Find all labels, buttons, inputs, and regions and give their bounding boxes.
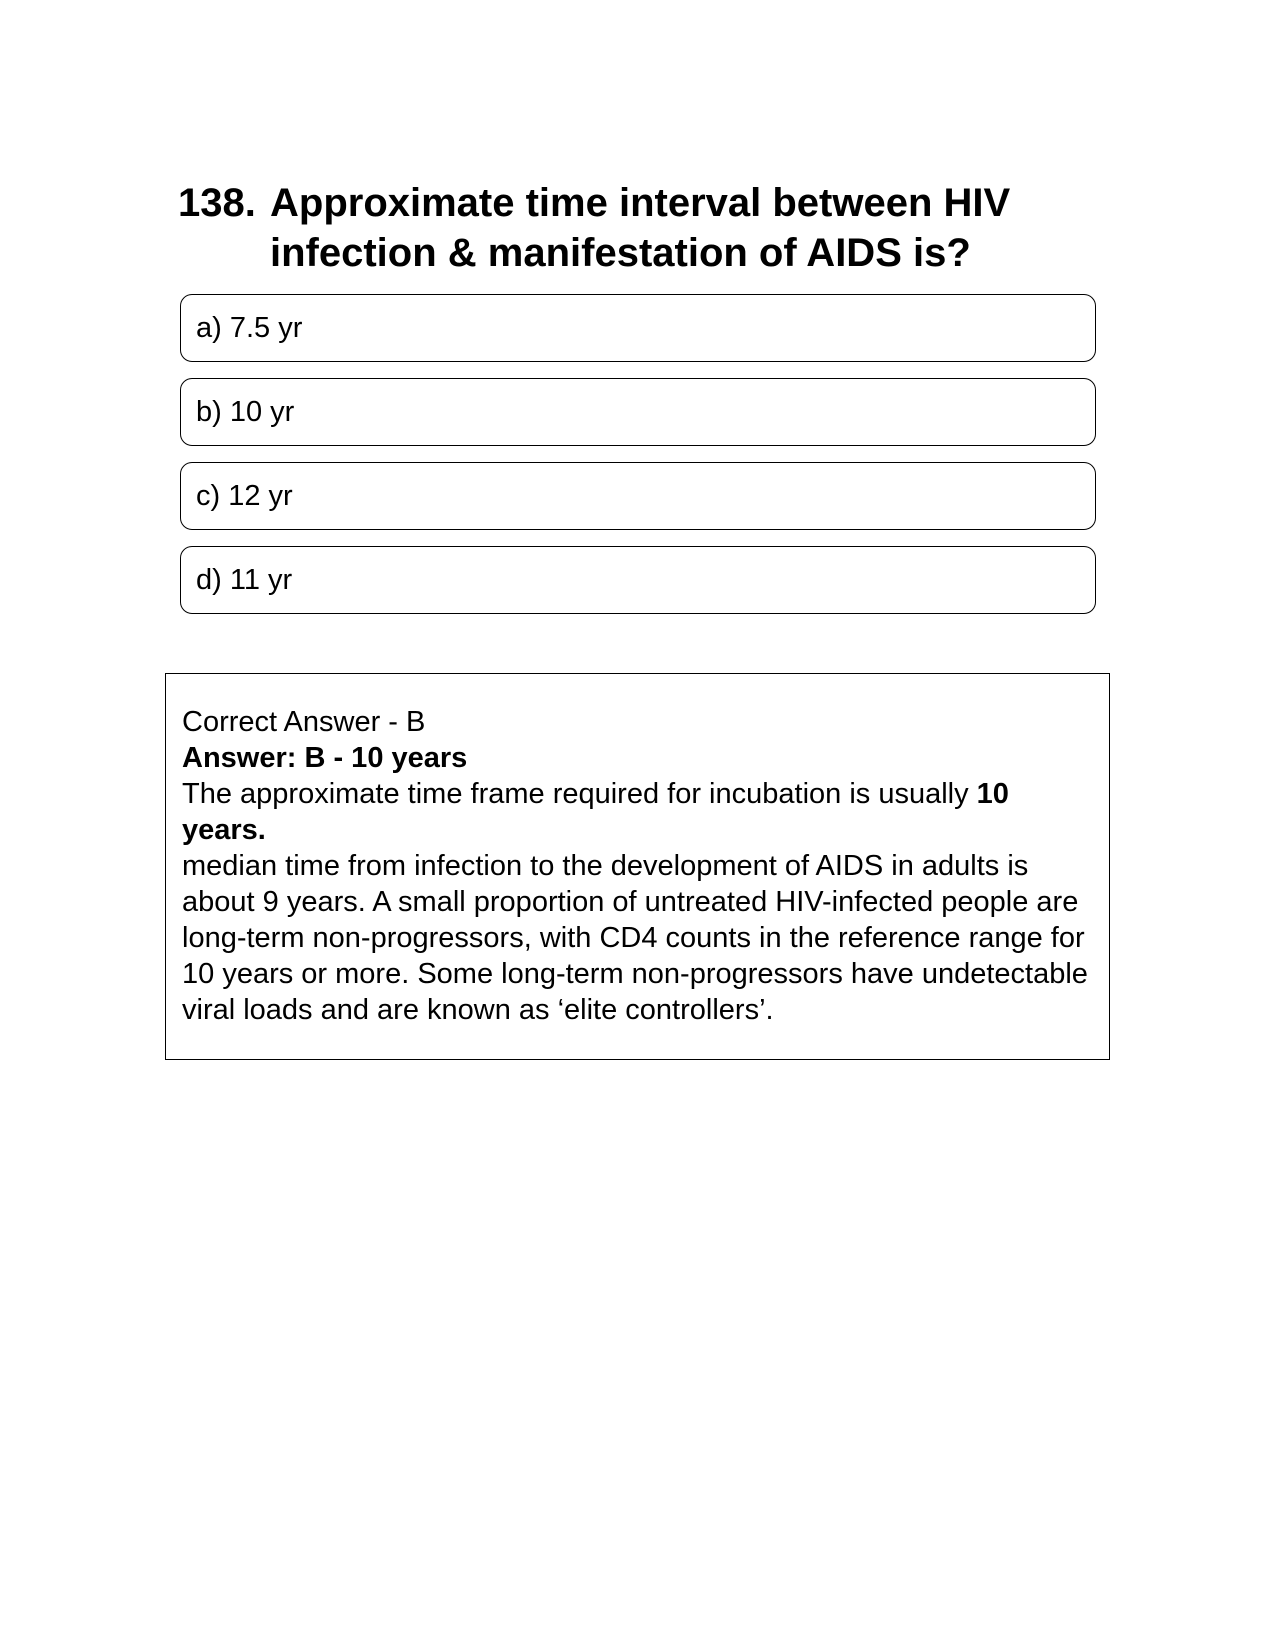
- option-d-label: d) 11 yr: [196, 563, 293, 596]
- option-d[interactable]: [180, 546, 1096, 614]
- option-c[interactable]: [180, 462, 1096, 530]
- incubation-bold: 10 years.: [182, 778, 1009, 846]
- question-number: 138.: [178, 181, 256, 225]
- option-b[interactable]: [180, 378, 1096, 446]
- question-text: Approximate time interval between HIV infection & manifestation of AIDS is?: [270, 181, 1011, 275]
- option-c-label: c) 12 yr: [196, 479, 293, 512]
- correct-answer-line: Correct Answer - B: [182, 706, 426, 738]
- incubation-text: The approximate time frame required for incubation is usually: [182, 778, 977, 810]
- answer-heading: Answer: B - 10 years: [182, 742, 468, 774]
- options-list: [180, 294, 1096, 630]
- answer-box: [165, 673, 1110, 1060]
- option-a[interactable]: [180, 294, 1096, 362]
- explanation-text: median time from infection to the development of AIDS in adults is about 9 years. A small proportion of untreated HIV-infected people are long-term non-progressors, with CD4 counts in the reference range for 10 years or more. Some long-term non-progressors have undetectable viral loads and are known as ‘elite controllers’.: [182, 850, 1088, 1026]
- incubation-paragraph: [182, 776, 1093, 848]
- option-a-label: a) 7.5 yr: [196, 311, 303, 344]
- option-b-label: b) 10 yr: [196, 395, 295, 428]
- question: [178, 178, 1078, 278]
